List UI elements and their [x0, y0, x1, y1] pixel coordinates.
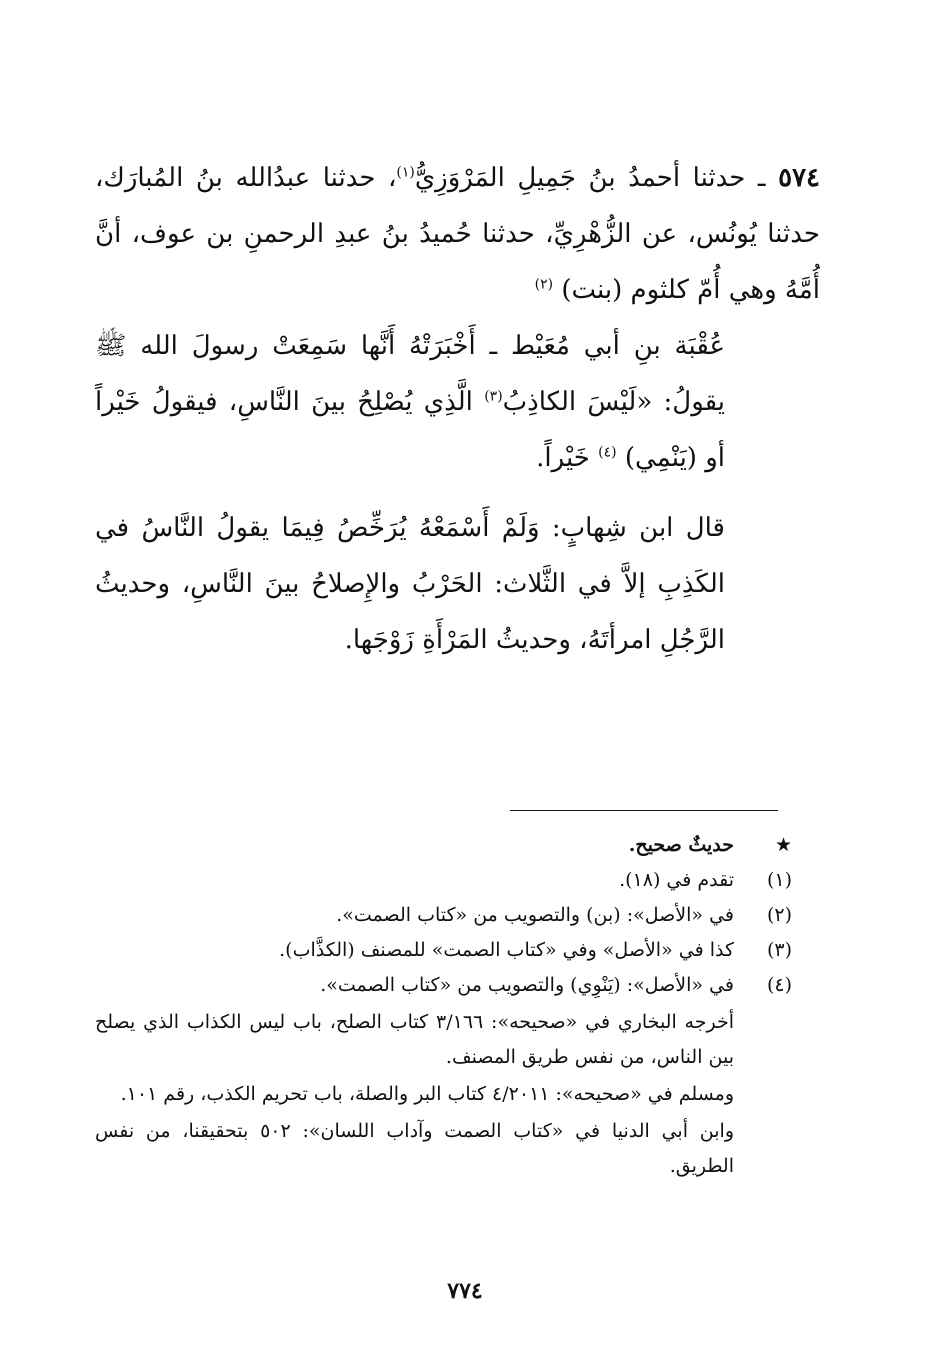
hadith-text-part-3: عُقْبَة بنِ أبي مُعَيْط ـ أَخْبَرَتْهُ أَنَّها سَمِعَتْ رسولَ الله ﷺ يقولُ: «لَيْسَ الكاذِبُ — [95, 331, 726, 417]
hadith-574 — [95, 150, 820, 486]
footnote-4-mark: (٤) — [766, 974, 792, 996]
footnote-3-text: كذا في «الأصل» وفي «كتاب الصمت» للمصنف (الكذَّاب). — [279, 939, 734, 961]
footnote-star — [95, 828, 792, 863]
source-ibn-abi-al-dunya: وابن أبي الدنيا في «كتاب الصمت وآداب اللسان»: ٥٠٢ بتحقيقنا، من نفس الطريق. — [95, 1120, 734, 1177]
footnote-divider — [510, 810, 778, 811]
footnote-3-mark: (٣) — [766, 939, 792, 961]
footnote-1-text: تقدم في (١٨). — [619, 869, 734, 891]
hadith-continuation — [95, 318, 820, 486]
footnote-ref-2: (٢) — [534, 276, 554, 293]
ibn-shihab-comment: قال ابن شِهابٍ: وَلَمْ أَسْمَعْهُ يُرَخِّصُ فِيمَا يقولُ النَّاسُ في الكَذِبِ إلاَّ في الثَّلاث: الحَرْبُ والإِصلاحُ بينَ النَّاسِ، وحديثُ الرَّجُلِ امرأتَهُ، وحديثُ المَرْأَةِ زَوْجَها. — [95, 513, 725, 655]
main-text — [95, 150, 820, 668]
footnote-ref-3: (٣) — [484, 388, 503, 405]
hadith-text-part-4: الَّذِي يُصْلِحُ بينَ النَّاسِ، فيقولُ خَيْراً أو (يَنْمِي) — [95, 387, 725, 473]
footnote-2-mark: (٢) — [766, 904, 792, 926]
footnote-ref-1: (١) — [396, 164, 415, 181]
source-bukhari: أخرجه البخاري في «صحيحه»: ٣/١٦٦ كتاب الصلح، باب ليس الكذاب الذي يصلح بين الناس، من نفس طريق المصنف. — [95, 1011, 734, 1068]
source-muslim: ومسلم في «صحيحه»: ٤/٢٠١١ كتاب البر والصلة، باب تحريم الكذب، رقم ١٠١. — [120, 1083, 734, 1105]
page-number: ٧٧٤ — [447, 1278, 483, 1304]
footnote-2 — [95, 898, 792, 933]
hadith-text-part-2: ، حدثنا عبدُالله بنُ المُبارَك، حدثنا يُونُس، عن الزُّهْرِيِّ، حدثنا حُميدُ بنُ عبدِ الرحمنِ بن عوف، أنَّ أُمَّهُ وهي أُمّ كلثوم (بنت) — [95, 163, 820, 305]
footnote-ref-4: (٤) — [598, 444, 617, 461]
star-icon: ★ — [774, 834, 792, 856]
footnote-3 — [95, 933, 792, 968]
hadith-text-part-5: خَيْراً. — [536, 443, 590, 473]
footnote-1 — [95, 863, 792, 898]
footnote-2-text: في «الأصل»: (بن) والتصويب من «كتاب الصمت». — [336, 904, 734, 926]
hadith-text-part-1: ـ حدثنا أحمدُ بنُ جَمِيلِ المَرْوَزِيُّ — [414, 163, 766, 193]
footnotes — [95, 828, 792, 1184]
footnote-1-mark: (١) — [766, 869, 792, 891]
footnote-star-text: حديثٌ صحيح. — [628, 834, 734, 856]
footnote-4-text: في «الأصل»: (يَنْوِي) والتصويب من «كتاب الصمت». — [320, 974, 734, 996]
footnote-4 — [95, 968, 792, 1003]
hadith-number: ٥٧٤ — [778, 163, 821, 193]
